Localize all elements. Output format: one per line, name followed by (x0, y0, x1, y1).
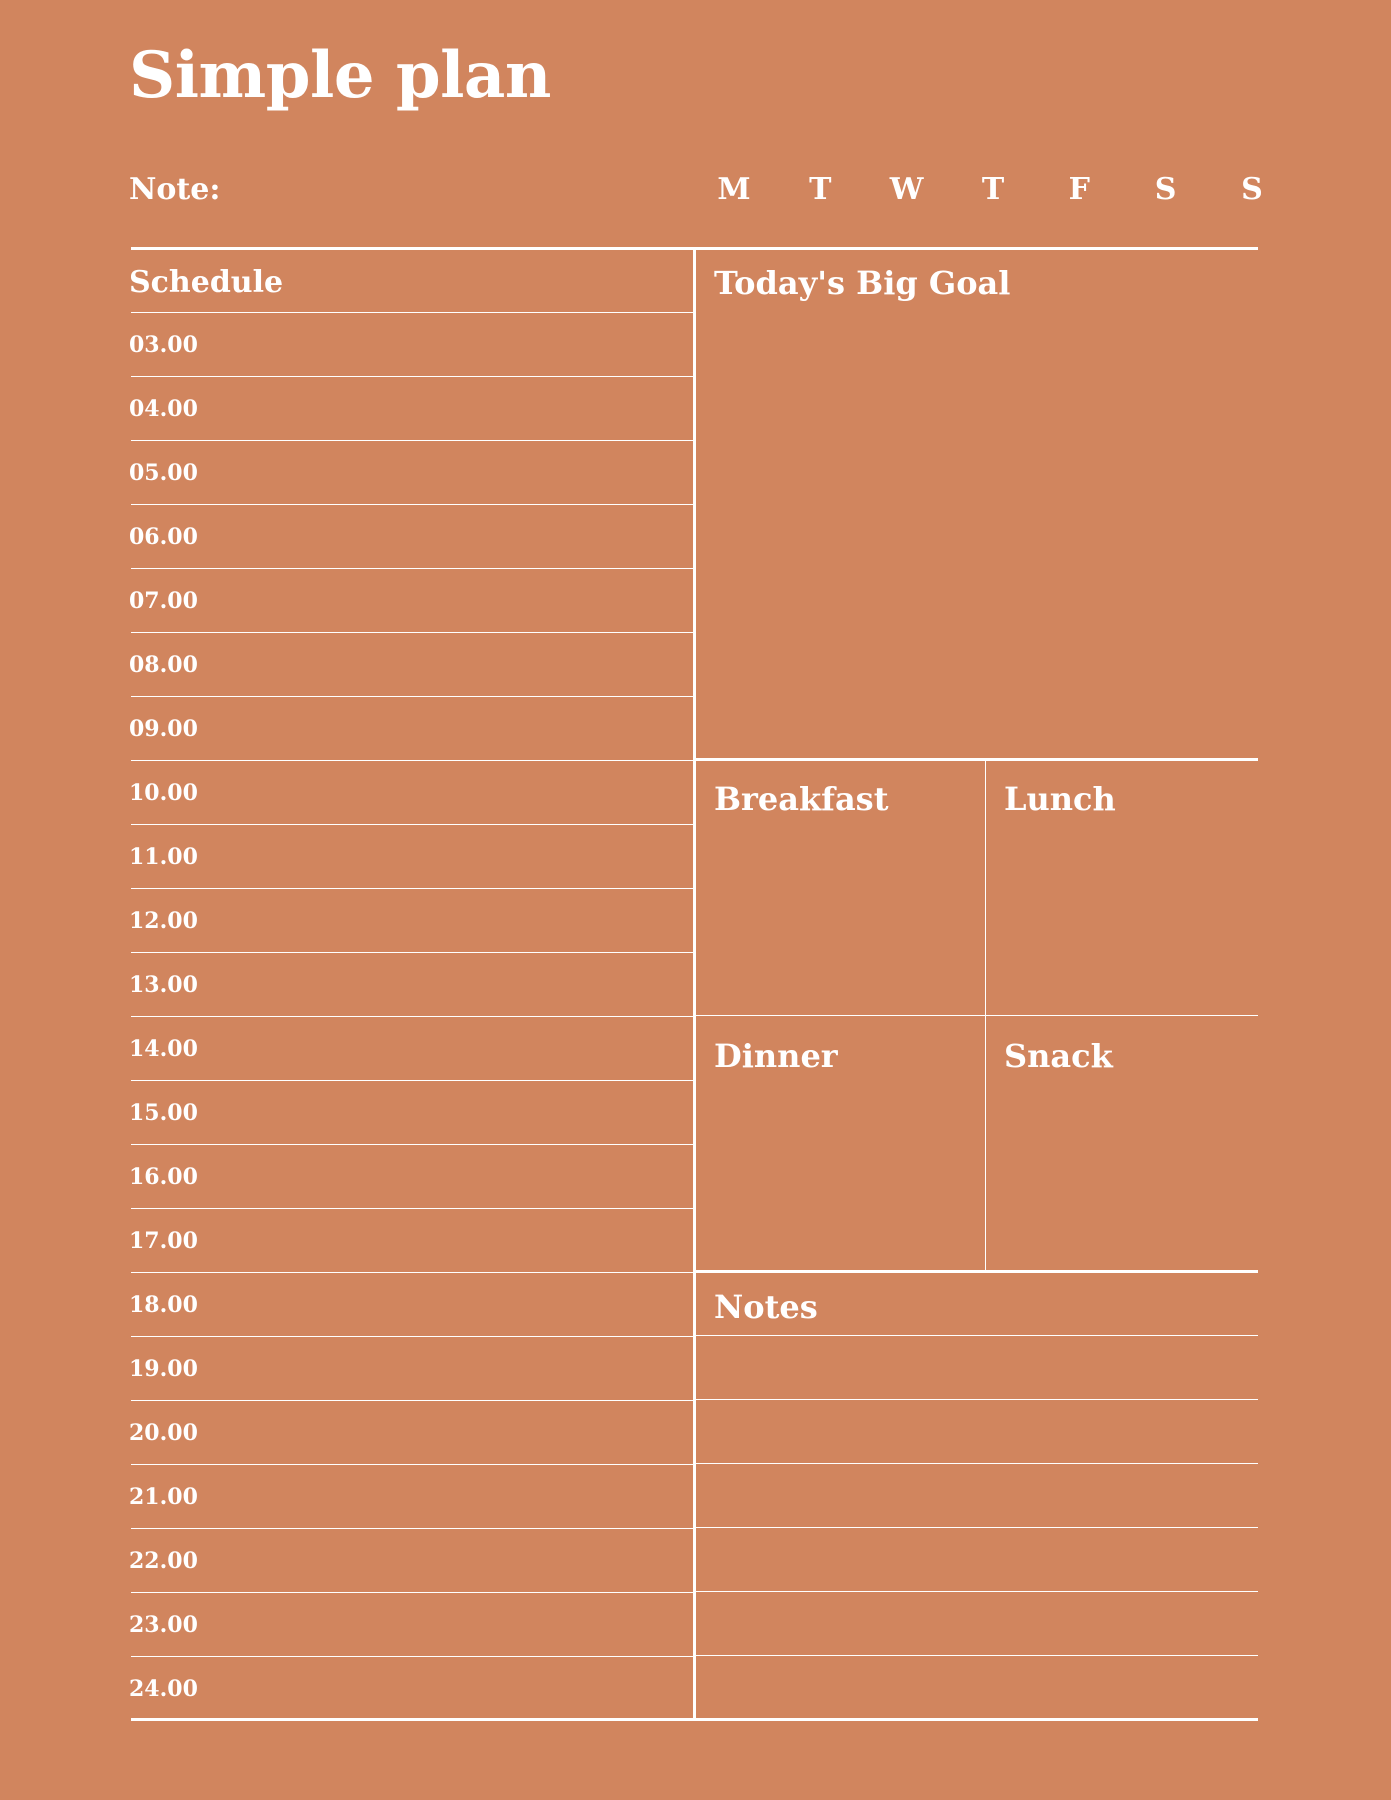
time-label: 04.00 (129, 396, 198, 422)
time-label: 13.00 (129, 972, 198, 998)
weekday-selector (693, 172, 1293, 207)
meals-middle-rule (693, 1015, 1258, 1016)
time-label: 14.00 (129, 1036, 198, 1062)
time-label: 11.00 (129, 844, 198, 870)
meals-vertical-rule (985, 760, 986, 1271)
schedule-slot[interactable] (129, 1145, 694, 1209)
time-label: 18.00 (129, 1292, 198, 1318)
snack-heading: Snack (1004, 1037, 1113, 1075)
notes-line (693, 1655, 1258, 1656)
notes-line (693, 1591, 1258, 1592)
schedule-slot[interactable] (129, 1017, 694, 1081)
notes-line (693, 1399, 1258, 1400)
time-label: 20.00 (129, 1420, 198, 1446)
day-sunday[interactable]: S (1241, 172, 1263, 207)
time-label: 16.00 (129, 1164, 198, 1190)
schedule-slot[interactable] (129, 825, 694, 889)
time-label: 07.00 (129, 588, 198, 614)
time-label: 19.00 (129, 1356, 198, 1382)
day-tuesday[interactable]: T (809, 172, 832, 207)
notes-heading: Notes (714, 1288, 818, 1326)
schedule-heading: Schedule (129, 265, 284, 300)
day-thursday[interactable]: T (981, 172, 1005, 207)
schedule-slot[interactable] (129, 1529, 694, 1593)
day-wednesday[interactable]: W (889, 172, 924, 207)
time-label: 03.00 (129, 332, 198, 358)
notes-line (693, 1335, 1258, 1336)
schedule-slot[interactable] (129, 633, 694, 697)
time-label: 10.00 (129, 780, 198, 806)
time-label: 23.00 (129, 1612, 198, 1638)
page-title: Simple plan (129, 38, 551, 113)
schedule-slot[interactable] (129, 377, 694, 441)
time-label: 12.00 (129, 908, 198, 934)
big-goal-heading: Today's Big Goal (714, 264, 1011, 302)
note-label: Note: (129, 172, 221, 207)
schedule-slot[interactable] (129, 441, 694, 505)
schedule-slot[interactable] (129, 1273, 694, 1337)
time-label: 06.00 (129, 524, 198, 550)
schedule-slot[interactable] (129, 1657, 694, 1721)
schedule-slot[interactable] (129, 889, 694, 953)
day-monday[interactable]: M (717, 172, 751, 207)
time-label: 24.00 (129, 1676, 198, 1702)
time-label: 15.00 (129, 1100, 198, 1126)
meals-bottom-rule (693, 1270, 1258, 1273)
time-label: 17.00 (129, 1228, 198, 1254)
goal-bottom-rule (693, 758, 1258, 761)
schedule-slot[interactable] (129, 1401, 694, 1465)
schedule-slot[interactable] (129, 697, 694, 761)
time-label: 08.00 (129, 652, 198, 678)
schedule-slot[interactable] (129, 1465, 694, 1529)
lunch-heading: Lunch (1004, 780, 1116, 818)
time-label: 05.00 (129, 460, 198, 486)
day-saturday[interactable]: S (1154, 172, 1177, 207)
schedule-slot[interactable] (129, 953, 694, 1017)
time-label: 21.00 (129, 1484, 198, 1510)
time-label: 09.00 (129, 716, 198, 742)
time-label: 22.00 (129, 1548, 198, 1574)
breakfast-heading: Breakfast (714, 780, 889, 818)
notes-line (693, 1527, 1258, 1528)
schedule-slot[interactable] (129, 1081, 694, 1145)
day-friday[interactable]: F (1068, 172, 1090, 207)
dinner-heading: Dinner (714, 1037, 838, 1075)
schedule-slot[interactable] (129, 1337, 694, 1401)
schedule-slot[interactable] (129, 1593, 694, 1657)
schedule-slot[interactable] (129, 569, 694, 633)
notes-line (693, 1463, 1258, 1464)
schedule-slot[interactable] (129, 761, 694, 825)
schedule-slot[interactable] (129, 505, 694, 569)
schedule-slot[interactable] (129, 1209, 694, 1273)
schedule-slot[interactable] (129, 313, 694, 377)
